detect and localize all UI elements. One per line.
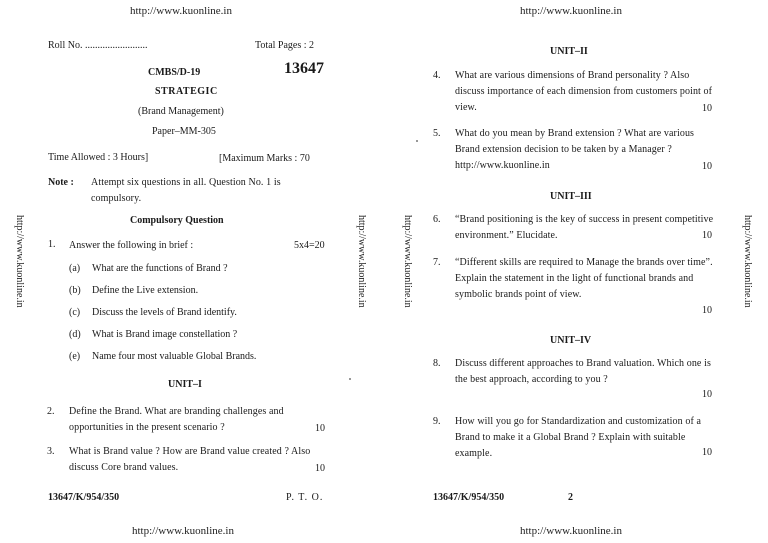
q9-number: 9.: [433, 416, 441, 427]
watermark-bottom-left: http://www.kuonline.in: [132, 525, 234, 537]
watermark-side-2: http://www.kuonline.in: [356, 215, 367, 308]
q3-number: 3.: [47, 446, 55, 457]
total-pages: Total Pages : 2: [255, 40, 315, 51]
q1-part-e-label: (e): [69, 351, 81, 362]
paper-number: 13647: [284, 60, 324, 77]
q8-text: Discuss different approaches to Brand valuation. Which one is the best approach, according to you ?: [455, 358, 711, 385]
footer-code-left: 13647/K/954/350: [48, 492, 120, 503]
q9-marks: 10: [702, 447, 712, 458]
q8-marks: 10: [702, 389, 712, 400]
q6-number: 6.: [433, 214, 441, 225]
q2-number: 2.: [47, 406, 55, 417]
q8-number: 8.: [433, 358, 441, 369]
q1-number: 1.: [48, 239, 56, 250]
q9-text: How will you go for Standardization and customization of a Brand to make it a Global Brand ? Explain with suitable example.: [455, 416, 702, 459]
watermark-top-right: http://www.kuonline.in: [520, 5, 622, 17]
unit1-heading: UNIT–I: [168, 379, 202, 390]
unit4-heading: UNIT–IV: [550, 335, 592, 346]
q1-part-e-text: Name four most valuable Global Brands.: [92, 351, 257, 362]
q6-marks: 10: [702, 230, 712, 241]
q5-marks: 10: [702, 161, 712, 172]
q2-marks: 10: [315, 423, 325, 434]
q1-part-b-label: (b): [69, 285, 81, 296]
note-text: Attempt six questions in all. Question No. 1 is compulsory.: [91, 177, 281, 204]
q4-marks: 10: [702, 103, 712, 114]
time-allowed: Time Allowed : 3 Hours]: [48, 152, 149, 163]
q1-part-a-label: (a): [69, 263, 81, 274]
watermark-side-3: http://www.kuonline.in: [402, 215, 413, 308]
unit3-heading: UNIT–III: [550, 191, 592, 202]
paper-name: Paper–MM-305: [152, 126, 216, 137]
q7-marks: 10: [702, 305, 712, 316]
paper-code: CMBS/D-19: [148, 67, 201, 78]
q1-part-b-text: Define the Live extension.: [92, 285, 199, 296]
q1-part-d-text: What is Brand image constellation ?: [92, 329, 238, 340]
footer-pto: P. T. O.: [286, 492, 324, 503]
max-marks: [Maximum Marks : 70: [219, 153, 310, 164]
q7-text: “Different skills are required to Manage the brands over time”. Explain the statement in the light of functional brands and symbolic brands point of view.: [455, 257, 713, 300]
exam-title: STRATEGIC: [155, 86, 218, 97]
q4-text: What are various dimensions of Brand personality ? Also discuss importance of each dimension from customers point of view.: [455, 70, 713, 113]
q6-text: “Brand positioning is the key of success in present competitive environment.” Elucidate.: [455, 214, 714, 241]
watermark-side-4: http://www.kuonline.in: [742, 215, 753, 308]
watermark-side-1: http://www.kuonline.in: [14, 215, 25, 308]
q1-text: Answer the following in brief :: [69, 240, 194, 251]
q5-number: 5.: [433, 128, 441, 139]
compulsory-heading: Compulsory Question: [130, 215, 224, 226]
q3-marks: 10: [315, 463, 325, 474]
q1-marks: 5x4=20: [294, 240, 325, 251]
q7-number: 7.: [433, 257, 441, 268]
q3-text: What is Brand value ? How are Brand value created ? Also discuss Core brand values.: [69, 446, 311, 473]
q4-number: 4.: [433, 70, 441, 81]
watermark-bottom-right: http://www.kuonline.in: [520, 525, 622, 537]
unit2-heading: UNIT–II: [550, 46, 588, 57]
q2-text: Define the Brand. What are branding challenges and opportunities in the present scenario ?: [69, 406, 284, 433]
speck: [416, 140, 418, 142]
speck: [349, 378, 351, 380]
roll-no: Roll No. .........................: [48, 40, 148, 51]
q5-text: What do you mean by Brand extension ? What are various Brand extension decision to be taken by a Manager ? http://www.kuonline.in: [455, 128, 695, 171]
watermark-top-left: http://www.kuonline.in: [130, 5, 232, 17]
footer-page-number: 2: [568, 492, 573, 503]
q1-part-c-text: Discuss the levels of Brand identify.: [92, 307, 237, 318]
note-label: Note :: [48, 177, 74, 188]
footer-code-right: 13647/K/954/350: [433, 492, 505, 503]
q1-part-c-label: (c): [69, 307, 81, 318]
q1-part-a-text: What are the functions of Brand ?: [92, 263, 228, 274]
q1-part-d-label: (d): [69, 329, 81, 340]
exam-subtitle: (Brand Management): [138, 106, 224, 117]
